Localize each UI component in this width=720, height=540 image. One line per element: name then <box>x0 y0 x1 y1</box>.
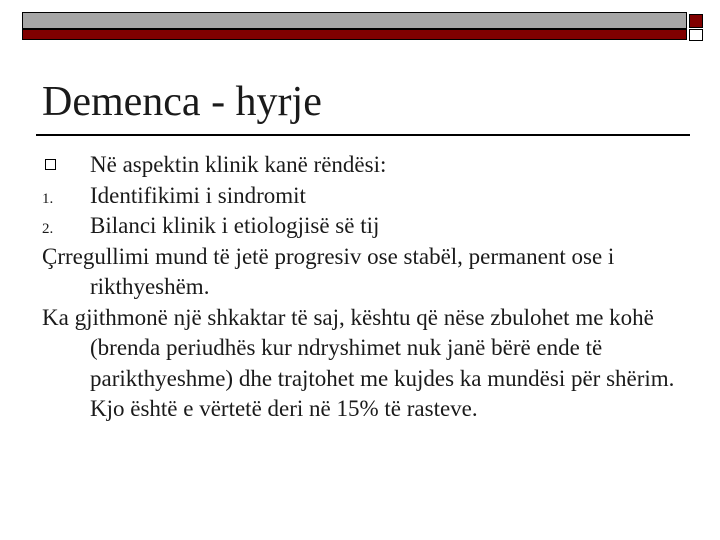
number-marker: 1. <box>42 190 54 207</box>
corner-red-square <box>689 14 703 28</box>
paragraph-2: Ka gjithmonë një shkaktar të saj, kështu që nëse zbulohet me kohë (brenda periudhës kur ndryshimet nuk janë bërë ende të parikthyeshme) dhe trajtohet me kujdes ka mundësi për shërim. Kjo është e vërtetë deri në 15% të rasteve. <box>42 304 675 421</box>
slide-title: Demenca - hyrje <box>42 79 322 125</box>
numbered-text: Bilanci klinik i etiologjisë së tij <box>90 213 380 238</box>
numbered-item-1 <box>42 181 692 212</box>
slide-body <box>42 150 692 425</box>
bullet-text: Në aspektin klinik kanë rëndësi: <box>90 152 387 177</box>
hollow-square-bullet-icon <box>45 159 56 170</box>
corner-white-square <box>689 29 703 41</box>
header-gray-bar <box>22 12 687 29</box>
bullet-item <box>42 150 692 181</box>
numbered-text: Identifikimi i sindromit <box>90 182 306 208</box>
header-red-bar <box>22 29 687 40</box>
number-marker: 2. <box>42 221 54 237</box>
paragraph-1: Çrregullimi mund të jetë progresiv ose stabël, permanent ose i rikthyeshëm. <box>42 243 615 299</box>
title-underline <box>36 134 690 136</box>
numbered-item-2 <box>42 211 692 242</box>
